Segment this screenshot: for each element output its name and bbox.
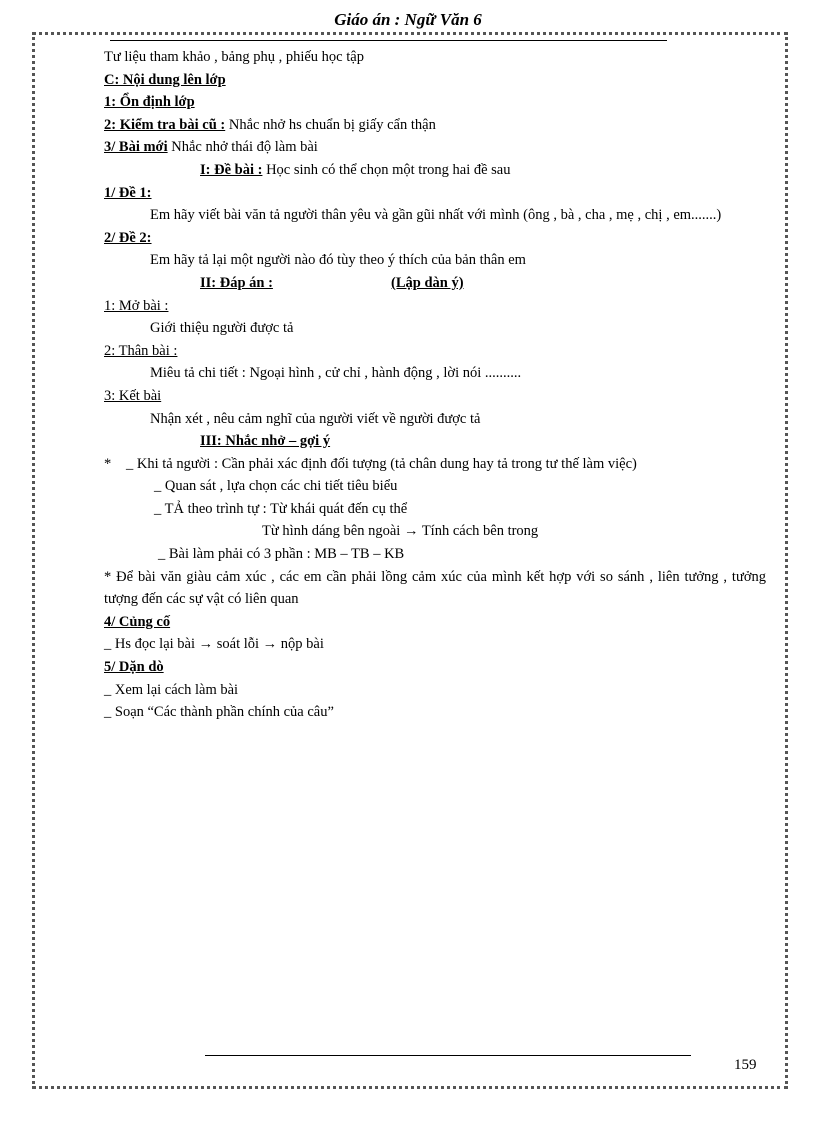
step-2-line — [104, 114, 766, 137]
outline-label: (Lập dàn ý) — [391, 274, 464, 291]
reminder-5: * Để bài văn giàu cảm xúc , các em cần phải lồng cảm xúc của mình kết hợp với so sánh , liên tưởng , tưởng tượng đến các sự vật có liên quan — [104, 568, 766, 608]
topic-heading-text: Học sinh có thể chọn một trong hai đề sau — [262, 161, 511, 178]
step-4-text: _ Hs đọc lại bài → soát lỗi → nộp bài — [104, 636, 324, 653]
step-2-title: 2: Kiểm tra bài cũ : — [104, 116, 226, 133]
answer-heading-title: II: Đáp án : — [200, 274, 273, 291]
reminder-1 — [104, 453, 766, 476]
reminder-4: _ Bài làm phải có 3 phần : MB – TB – KB — [158, 546, 405, 563]
lesson-content — [104, 46, 766, 724]
topic-heading-title: I: Đề bài : — [200, 161, 263, 178]
topic-2-title: 2/ Đề 2: — [104, 229, 152, 246]
step-4-heading — [104, 611, 766, 634]
topic-1-title: 1/ Đề 1: — [104, 184, 152, 201]
page-number: 159 — [734, 1057, 757, 1073]
section-c-heading — [104, 69, 766, 92]
intro-title: 1: Mở bài : — [104, 297, 169, 314]
intro-text: Giới thiệu người được tả — [150, 320, 294, 337]
reminders-heading — [104, 430, 766, 453]
topic-2-text: Em hãy tả lại một người nào đó tùy theo ý thích của bản thân em — [150, 252, 526, 269]
step-4-title: 4/ Củng cố — [104, 613, 171, 630]
step-5-title: 5/ Dặn dò — [104, 659, 164, 676]
body-text: Miêu tả chi tiết : Ngoại hình , cử chỉ , hành động , lời nói .......... — [150, 365, 522, 382]
conclusion-title: 3: Kết bài — [104, 387, 162, 404]
footer-rule — [205, 1055, 691, 1056]
conclusion-heading — [104, 385, 766, 408]
topic-heading-line — [104, 159, 766, 182]
section-c-title: C: Nội dung lên lớp — [104, 71, 226, 88]
step-5-text-2: _ Soạn “Các thành phần chính của câu” — [104, 704, 334, 721]
reminder-3: _ TẢ theo trình tự : Từ khái quát đến cụ thể — [154, 500, 408, 517]
step-3-text: Nhắc nhở thái độ làm bài — [167, 139, 318, 156]
reminders-title: III: Nhắc nhở – gợi ý — [200, 433, 331, 450]
step-1-title: 1: Ổn định lớp — [104, 94, 195, 111]
topic-2-heading — [104, 227, 766, 250]
step-5-text-1: _ Xem lại cách làm bài — [104, 681, 239, 698]
reminder-2: _ Quan sát , lựa chọn các chi tiết tiêu biểu — [154, 478, 398, 495]
step-3-title: 3/ Bài mới — [104, 139, 168, 156]
reminder-3-detail: Từ hình dáng bên ngoài → Tính cách bên trong — [262, 523, 539, 540]
bullet-star: * — [104, 455, 112, 472]
step-2-text: Nhắc nhở hs chuẩn bị giấy cẩn thận — [225, 116, 436, 133]
step-1-heading — [104, 91, 766, 114]
materials-line: Tư liệu tham khảo , bảng phụ , phiếu học tập — [104, 49, 364, 65]
body-heading — [104, 340, 766, 363]
step-5-heading — [104, 656, 766, 679]
step-3-line — [104, 136, 766, 159]
answer-heading-line — [104, 272, 766, 295]
topic-1-heading — [104, 182, 766, 205]
body-title: 2: Thân bài : — [104, 342, 178, 359]
reminder-1-text: _ Khi tả người : Cần phải xác định đối tượng (tả chân dung hay tả trong tư thế làm việc) — [126, 455, 637, 472]
topic-1-text: Em hãy viết bài văn tả người thân yêu và gần gũi nhất với mình (ông , bà , cha , mẹ , chị , em.......) — [150, 207, 722, 224]
document-header-title: Giáo án : Ngữ Văn 6 — [334, 10, 482, 29]
intro-heading — [104, 295, 766, 318]
conclusion-text: Nhận xét , nêu cảm nghĩ của người viết về người được tả — [150, 410, 481, 427]
